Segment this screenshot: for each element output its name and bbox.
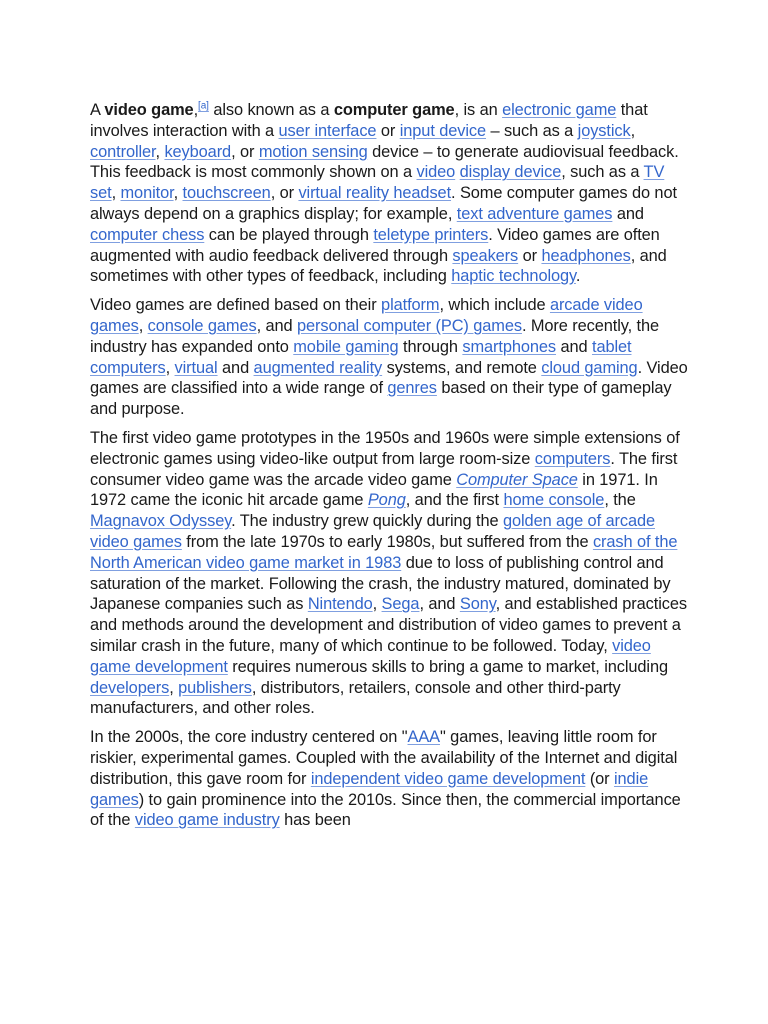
link-arcade-video-games[interactable]: arcade video games [90, 296, 643, 335]
link-genres[interactable]: genres [387, 379, 437, 398]
link-publishers[interactable]: publishers [178, 678, 252, 697]
link-headphones[interactable]: headphones [541, 246, 631, 265]
link-platform[interactable]: platform [381, 296, 440, 315]
link-golden-age-arcade[interactable]: golden age of arcade video games [90, 512, 655, 551]
link-motion-sensing[interactable]: motion sensing [258, 142, 368, 161]
paragraph-intro: A video game,[a] also known as a computer game, is an electronic game that involves interaction with a user interface or input device – such as a joystick, controller, keyboard, or motion sensing device – to generate audiovisual feedback. This feedback is most commonly shown on a video display device, such as a TV set, monitor, touchscreen, or virtual reality headset. Some computer games do not always depend on a graphics display; for example, text adventure games and computer chess can be played through teletype printers. Video games are often augmented with audio feedback delivered through speakers or headphones, and sometimes with other types of feedback, including haptic technology. [90, 100, 679, 286]
link-aaa[interactable]: AAA [407, 728, 440, 747]
link-keyboard[interactable]: keyboard [164, 142, 232, 161]
link-input-device[interactable]: input device [399, 121, 487, 140]
link-cloud-gaming[interactable]: cloud gaming [541, 358, 638, 377]
link-nintendo[interactable]: Nintendo [307, 595, 373, 614]
link-developers[interactable]: developers [90, 678, 170, 697]
link-controller[interactable]: controller [90, 142, 156, 161]
link-virtual[interactable]: virtual [174, 358, 218, 377]
link-joystick[interactable]: joystick [577, 121, 631, 140]
link-independent-video-game-development[interactable]: independent video game development [310, 769, 586, 788]
footnote-a-link[interactable]: [a] [198, 100, 209, 112]
bold-term-computer-game: computer game [333, 101, 455, 119]
link-computer-chess[interactable]: computer chess [90, 225, 205, 244]
link-pong[interactable]: Pong [367, 491, 406, 510]
link-mobile-gaming[interactable]: mobile gaming [293, 337, 399, 356]
link-video-game-development[interactable]: video game development [90, 636, 651, 676]
link-video-game-industry[interactable]: video game industry [134, 811, 280, 830]
link-video-game-crash-1983[interactable]: crash of the North American video game market in 1983 [90, 532, 678, 572]
link-augmented-reality[interactable]: augmented reality [253, 358, 383, 377]
link-user-interface[interactable]: user interface [278, 121, 377, 140]
link-computer-space[interactable]: Computer Space [456, 470, 578, 489]
link-magnavox-odyssey[interactable]: Magnavox Odyssey [90, 512, 232, 531]
link-tablet-computers[interactable]: tablet computers [90, 337, 632, 377]
link-text-adventure-games[interactable]: text adventure games [456, 204, 613, 223]
link-video[interactable]: video [416, 163, 456, 182]
link-home-console[interactable]: home console [503, 491, 605, 510]
link-touchscreen[interactable]: touchscreen [182, 184, 271, 203]
link-pc-games[interactable]: personal computer (PC) games [297, 316, 522, 335]
paragraph-2000s: In the 2000s, the core industry centered on "AAA" games, leaving little room for riskier, experimental games. Coupled with the availability of the Internet and digital distribution, this gave room for independent video game development (or indie games) to gain prominence into the 2010s. Since then, the commercial importance of the video game industry has been [90, 728, 681, 830]
link-haptic-technology[interactable]: haptic technology [451, 267, 576, 286]
link-display-device[interactable]: display device [459, 163, 562, 182]
paragraph-history: The first video game prototypes in the 1950s and 1960s were simple extensions of electronic games using video-like output from large room-size computers. The first consumer video game was the arcade video game Computer Space in 1971. In 1972 came the iconic hit arcade game Pong, and the first home console, the Magnavox Odyssey. The industry grew quickly during the golden age of arcade video games from the late 1970s to early 1980s, but suffered from the crash of the North American video game market in 1983 due to loss of publishing control and saturation of the market. Following the crash, the industry matured, dominated by Japanese companies such as Nintendo, Sega, and Sony, and established practices and methods around the development and distribution of video games to prevent a similar crash in the future, many of which continue to be followed. Today, video game development requires numerous skills to bring a game to market, including developers, publishers, distributors, retailers, console and other third-party manufacturers, and other roles. [90, 428, 687, 718]
link-speakers[interactable]: speakers [452, 246, 519, 265]
link-sony[interactable]: Sony [459, 595, 496, 614]
link-virtual-reality-headset[interactable]: virtual reality headset [298, 184, 452, 203]
bold-term-video-game: video game [104, 101, 194, 119]
link-computers[interactable]: computers [534, 449, 611, 468]
link-electronic-game[interactable]: electronic game [502, 101, 617, 119]
article-body [90, 100, 690, 839]
link-teletype-printers[interactable]: teletype printers [373, 225, 489, 244]
link-monitor[interactable]: monitor [120, 184, 174, 203]
link-sega[interactable]: Sega [381, 595, 420, 614]
link-tv-set[interactable]: TV set [90, 163, 665, 203]
link-indie-games[interactable]: indie games [90, 769, 649, 809]
link-smartphones[interactable]: smartphones [462, 337, 557, 356]
paragraph-platforms: Video games are defined based on their platform, which include arcade video games, console games, and personal computer (PC) games. More recently, the industry has expanded onto mobile gaming through smartphones and tablet computers, virtual and augmented reality systems, and remote cloud gaming. Video games are classified into a wide range of genres based on their type of gameplay and purpose. [90, 296, 688, 419]
link-console-games[interactable]: console games [147, 316, 257, 335]
